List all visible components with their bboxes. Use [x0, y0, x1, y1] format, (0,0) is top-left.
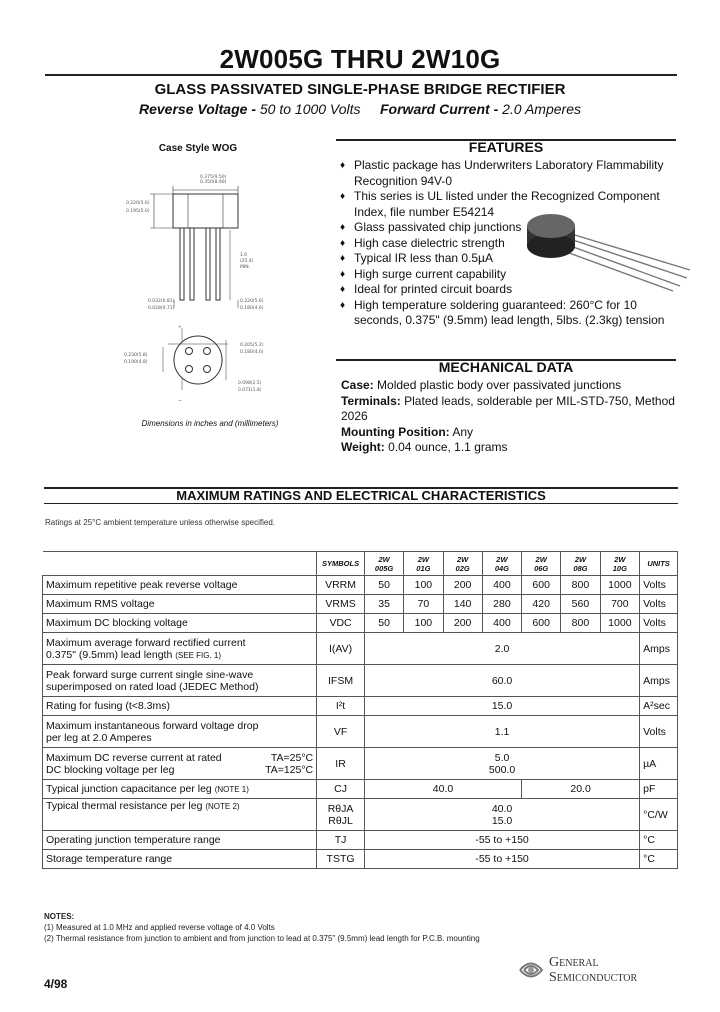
row-value: 560	[561, 595, 600, 614]
row-unit: Amps	[640, 665, 678, 697]
feature-item: ♦ High case dielectric strength	[340, 236, 680, 252]
mech-terminals-text: Plated leads, solderable per MIL-STD-750, Method 2026	[341, 393, 675, 423]
row-symbol	[317, 799, 365, 831]
table-row	[43, 850, 678, 869]
row-symbol: TSTG	[317, 850, 365, 869]
part-bottom: 06G	[534, 563, 549, 573]
mechanical-heading: MECHANICAL DATA	[438, 359, 574, 375]
ratings-note: Ratings at 25°C ambient temperature unless otherwise specified.	[45, 518, 275, 527]
mech-mounting-label: Mounting Position:	[341, 424, 450, 439]
row-desc-line: Typical junction capacitance per leg	[46, 783, 212, 795]
row-value: 600	[522, 614, 561, 633]
header-part	[443, 552, 482, 576]
part-bottom: 08G	[573, 563, 588, 573]
mech-weight-text: 0.04 ounce, 1.1 grams	[388, 440, 508, 454]
table-row	[43, 595, 678, 614]
svg-text:0.230(5.8): 0.230(5.8)	[124, 353, 148, 358]
mech-weight-label: Weight:	[341, 440, 385, 454]
row-value: 50	[364, 576, 403, 595]
product-photo	[525, 212, 695, 292]
row-condition: TA=125°C	[265, 763, 314, 776]
svg-text:(25.4): (25.4)	[240, 259, 254, 264]
row-value: 15.0	[364, 697, 639, 716]
part-top: 2W	[535, 554, 547, 564]
row-value: 700	[600, 595, 640, 614]
row-value: 70	[404, 595, 443, 614]
page-title: 2W005G THRU 2W10G	[219, 44, 501, 74]
ratings-summary	[0, 101, 720, 117]
row-value: 800	[561, 576, 600, 595]
table-row	[43, 633, 678, 665]
logo-text	[549, 955, 637, 985]
row-unit: Volts	[640, 595, 678, 614]
row-symbol: VDC	[317, 614, 365, 633]
row-unit: °C/W	[640, 799, 678, 831]
row-value	[364, 799, 639, 831]
features-heading: FEATURES	[468, 139, 544, 155]
header-units: UNITS	[640, 552, 678, 576]
svg-text:0.028(0.71): 0.028(0.71)	[148, 306, 175, 311]
row-condition: TA=25°C	[270, 751, 314, 764]
svg-text:0.375(9.50): 0.375(9.50)	[200, 175, 227, 180]
header-part	[522, 552, 561, 576]
subtitle: GLASS PASSIVATED SINGLE-PHASE BRIDGE RECTIFIER	[154, 81, 566, 98]
table-row	[43, 748, 678, 780]
header-part	[364, 552, 403, 576]
row-value: -55 to +150	[364, 831, 639, 850]
logo-line-2: Semiconductor	[549, 970, 638, 985]
row-value-line: 500.0	[488, 763, 516, 776]
row-desc-line: superimposed on rated load (JEDEC Method)	[46, 680, 259, 693]
row-value-line: 15.0	[491, 814, 513, 827]
table-row	[43, 780, 678, 799]
row-unit: A²sec	[640, 697, 678, 716]
row-desc-note: (SEE FIG. 1)	[175, 650, 222, 660]
row-desc-line: DC blocking voltage per leg	[46, 763, 175, 776]
row-desc: Storage temperature range	[43, 850, 317, 869]
row-value: -55 to +150	[364, 850, 639, 869]
row-value: 400	[482, 576, 521, 595]
row-value: 40.0	[364, 780, 521, 799]
header-symbols: SYMBOLS	[317, 552, 365, 576]
svg-text:1.0: 1.0	[240, 253, 248, 258]
ratings-table	[42, 551, 678, 869]
case-style-title: Case Style WOG	[158, 143, 238, 154]
feature-item: ♦ High temperature soldering guaranteed: 260°C for 10 seconds, 0.375" (9.5mm) lead length, 5lbs. (2.3kg) tension	[340, 298, 680, 329]
notes	[44, 911, 480, 944]
svg-text:MIN.: MIN.	[240, 265, 251, 270]
part-bottom: 10G	[612, 563, 627, 573]
svg-text:0.205(5.2): 0.205(5.2)	[240, 343, 264, 348]
row-desc-note: (NOTE 1)	[214, 785, 249, 794]
row-desc	[43, 633, 317, 665]
svg-text:0.220(5.6): 0.220(5.6)	[126, 201, 150, 206]
feature-item: ♦ High surge current capability	[340, 267, 680, 283]
feature-item: ♦ Ideal for printed circuit boards	[340, 282, 680, 298]
row-symbol: TJ	[317, 831, 365, 850]
row-value: 1000	[600, 614, 640, 633]
table-row	[43, 716, 678, 748]
revision-date: 4/98	[44, 977, 68, 991]
part-top: 2W	[457, 554, 469, 564]
row-value: 100	[404, 614, 443, 633]
mech-mounting-text: Any	[452, 424, 473, 439]
case-drawing	[118, 160, 308, 420]
mech-terminals-label: Terminals:	[341, 393, 401, 408]
logo-icon	[516, 955, 546, 985]
svg-text:0.032(0.81): 0.032(0.81)	[148, 299, 175, 304]
row-desc-line: Maximum DC reverse current at rated	[46, 751, 222, 764]
table-row	[43, 799, 678, 831]
feature-item: ♦ This series is UL listed under the Recognized Component Index, file number E54214	[340, 189, 680, 220]
row-desc: Maximum DC blocking voltage	[43, 614, 317, 633]
row-value: 1.1	[364, 716, 639, 748]
row-unit: Volts	[640, 716, 678, 748]
row-value: 420	[522, 595, 561, 614]
row-desc	[43, 748, 317, 780]
forward-current-value: 2.0 Amperes	[502, 101, 581, 117]
body-side-view	[173, 194, 238, 228]
mech-case-label: Case:	[341, 378, 374, 392]
svg-text:0.350(8.90): 0.350(8.90)	[200, 180, 227, 185]
row-unit: Volts	[640, 614, 678, 633]
header-part	[561, 552, 600, 576]
row-value: 140	[443, 595, 482, 614]
part-bottom: 01G	[416, 563, 431, 573]
row-value: 60.0	[364, 665, 639, 697]
row-desc-line: Typical thermal resistance per leg	[46, 800, 203, 812]
row-desc-line: 0.375" (9.5mm) lead length	[46, 648, 173, 661]
row-unit: µA	[640, 748, 678, 780]
row-desc-note: (NOTE 2)	[205, 802, 240, 811]
table-row	[43, 576, 678, 595]
row-symbol-line: RθJA	[327, 802, 354, 815]
part-bottom: 005G	[374, 563, 394, 573]
mech-weight	[341, 440, 681, 456]
table-row	[43, 697, 678, 716]
part-bottom: 02G	[455, 563, 470, 573]
row-desc	[43, 780, 317, 799]
mech-case-text: Molded plastic body over passivated junctions	[377, 378, 622, 392]
table-row	[43, 665, 678, 697]
part-top: 2W	[417, 554, 429, 564]
row-desc	[43, 716, 317, 748]
svg-text:0.220(5.6): 0.220(5.6)	[240, 299, 264, 304]
ratings-heading: MAXIMUM RATINGS AND ELECTRICAL CHARACTERISTICS	[176, 488, 546, 503]
reverse-voltage-value: 50 to 1000 Volts	[259, 101, 361, 117]
svg-text:+: +	[178, 325, 182, 330]
row-value: 600	[522, 576, 561, 595]
row-symbol: VRRM	[317, 576, 365, 595]
row-unit: °C	[640, 831, 678, 850]
row-value: 50	[364, 614, 403, 633]
row-value: 1000	[600, 576, 640, 595]
svg-text:0.180(4.6): 0.180(4.6)	[240, 306, 264, 311]
row-unit: Volts	[640, 576, 678, 595]
title-rule	[45, 74, 677, 76]
row-desc: Maximum RMS voltage	[43, 595, 317, 614]
row-desc-line: Maximum instantaneous forward voltage drop	[46, 719, 259, 732]
forward-current-label: Forward Current -	[380, 101, 499, 117]
reverse-voltage-label: Reverse Voltage -	[139, 101, 256, 117]
svg-text:0.071(1.8): 0.071(1.8)	[238, 388, 262, 393]
row-symbol: VF	[317, 716, 365, 748]
row-desc: Maximum repetitive peak reverse voltage	[43, 576, 317, 595]
note-1: (1) Measured at 1.0 MHz and applied reverse voltage of 4.0 Volts	[44, 923, 275, 932]
row-value-line: 5.0	[494, 751, 510, 764]
row-desc: Operating junction temperature range	[43, 831, 317, 850]
feature-item: ♦ Typical IR less than 0.5µA	[340, 251, 680, 267]
svg-text:0.098(2.5): 0.098(2.5)	[238, 381, 262, 386]
mech-terminals	[341, 394, 681, 425]
row-symbol: IFSM	[317, 665, 365, 697]
row-symbol: I(AV)	[317, 633, 365, 665]
row-value: 20.0	[522, 780, 640, 799]
feature-item: ♦ Plastic package has Underwriters Laboratory Flammability Recognition 94V-0	[340, 158, 680, 189]
row-symbol-line: RθJL	[328, 814, 353, 827]
row-value: 200	[443, 576, 482, 595]
row-symbol: VRMS	[317, 595, 365, 614]
header-part	[482, 552, 521, 576]
table-row	[43, 614, 678, 633]
header-part	[600, 552, 640, 576]
dimensions-caption: Dimensions in inches and (millimeters)	[141, 419, 279, 428]
part-top: 2W	[574, 554, 587, 564]
row-value: 2.0	[364, 633, 639, 665]
row-value: 400	[482, 614, 521, 633]
ratings-rule-bottom	[44, 503, 678, 504]
row-desc	[43, 799, 317, 831]
row-unit: °C	[640, 850, 678, 869]
row-value	[364, 748, 639, 780]
feature-item: ♦ Glass passivated chip junctions	[340, 220, 680, 236]
row-value-line: 40.0	[491, 802, 513, 815]
row-symbol: CJ	[317, 780, 365, 799]
row-unit: Amps	[640, 633, 678, 665]
notes-heading: NOTES:	[44, 912, 75, 921]
row-value: 800	[561, 614, 600, 633]
part-top: 2W	[378, 554, 390, 564]
row-desc-line: Peak forward surge current single sine-wave	[46, 668, 254, 681]
part-top: 2W	[496, 554, 508, 564]
row-value: 35	[364, 595, 403, 614]
svg-text:0.180(4.6): 0.180(4.6)	[240, 350, 264, 355]
note-2: (2) Thermal resistance from junction to ambient and from junction to lead at 0.375" (9.5mm) lead length for P.C.B. mounting	[44, 934, 480, 943]
body-bottom-view	[174, 336, 222, 384]
svg-text:~: ~	[178, 399, 182, 404]
row-desc	[43, 665, 317, 697]
header-blank	[43, 552, 317, 576]
row-value: 200	[443, 614, 482, 633]
part-top: 2W	[614, 554, 626, 564]
row-desc-line: per leg at 2.0 Amperes	[46, 731, 152, 744]
row-desc-line: Maximum average forward rectified current	[46, 636, 246, 649]
part-bottom: 04G	[494, 563, 509, 573]
row-value: 100	[404, 576, 443, 595]
mech-mounting	[341, 425, 681, 441]
table-row	[43, 831, 678, 850]
table-header-row	[43, 552, 678, 576]
mechanical-data	[341, 378, 681, 456]
logo-line-1: General	[549, 955, 599, 970]
row-desc: Rating for fusing (t<8.3ms)	[43, 697, 317, 716]
svg-text:0.190(4.8): 0.190(4.8)	[124, 360, 148, 365]
row-symbol: I²t	[317, 697, 365, 716]
row-symbol: IR	[317, 748, 365, 780]
header-part	[404, 552, 443, 576]
mech-case	[341, 378, 681, 394]
svg-text:0.195(5.0): 0.195(5.0)	[126, 209, 150, 214]
row-unit: pF	[640, 780, 678, 799]
row-value: 280	[482, 595, 521, 614]
